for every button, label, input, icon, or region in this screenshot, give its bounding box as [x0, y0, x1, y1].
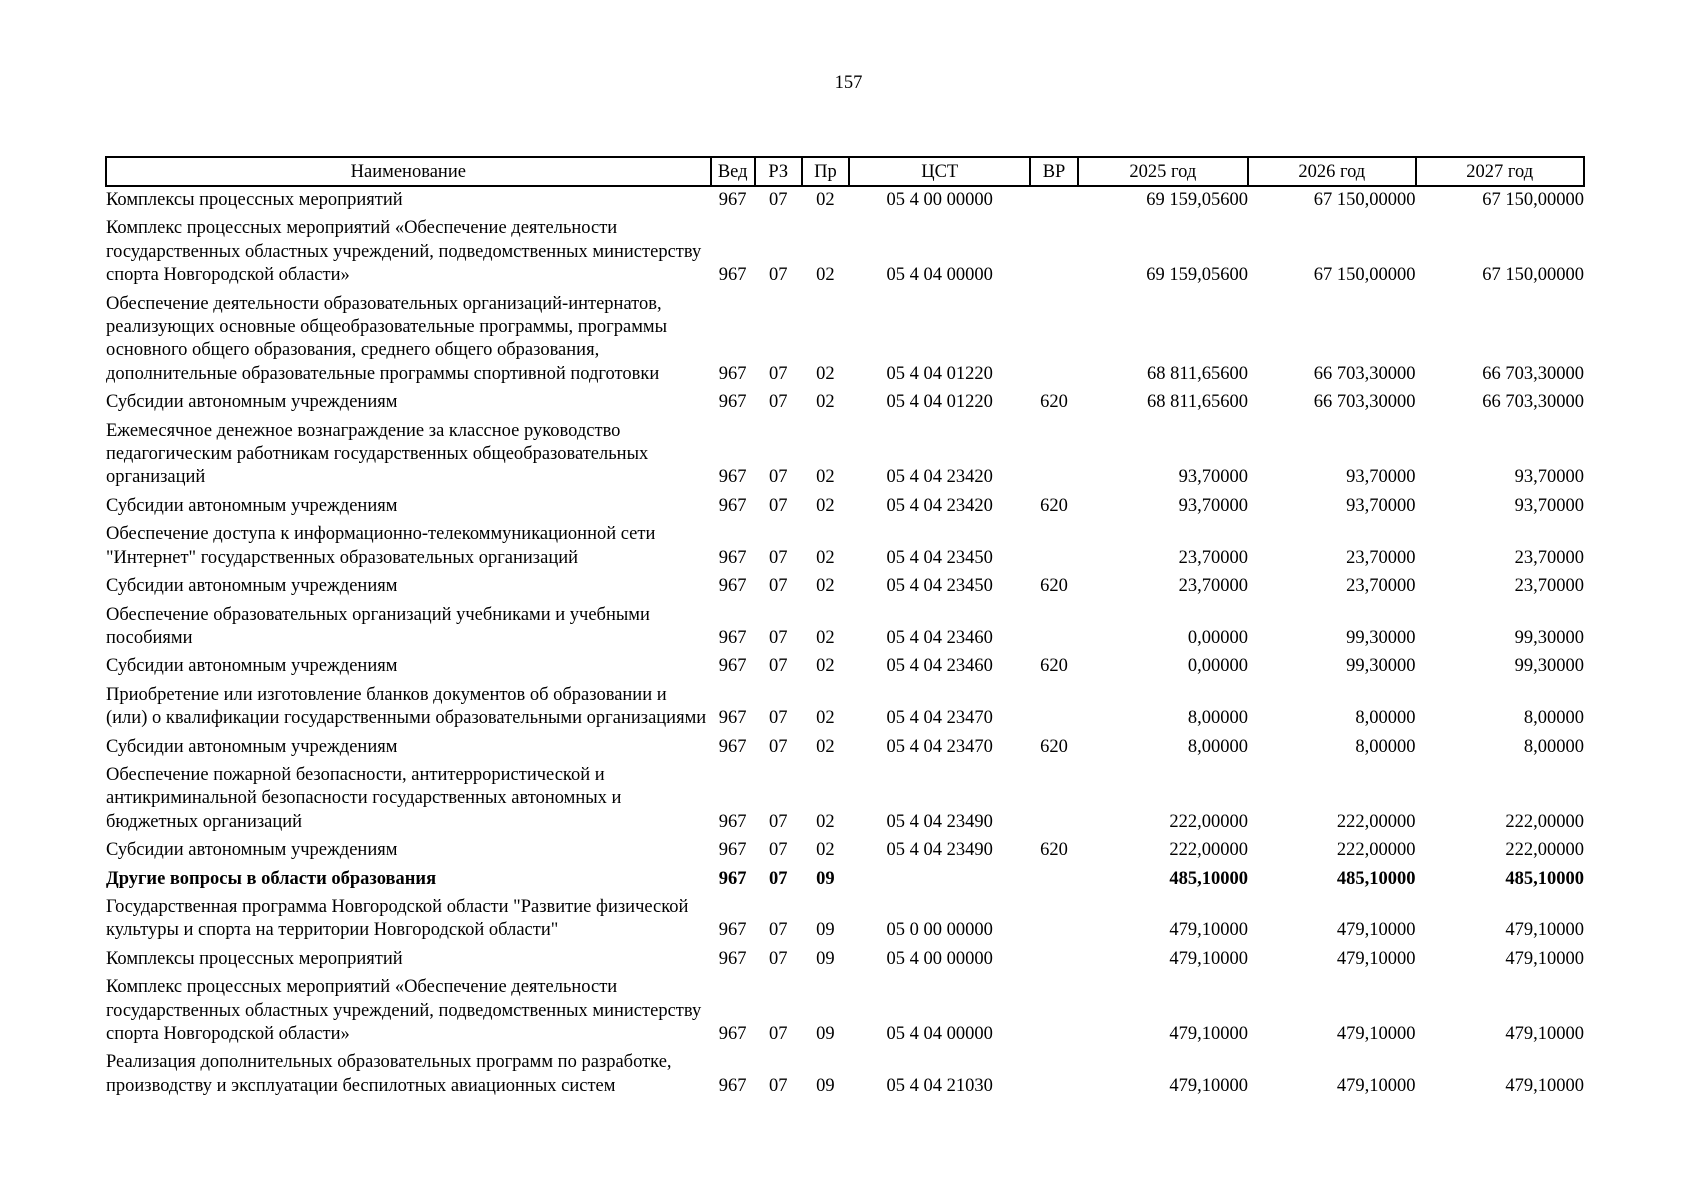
row-vr-cell: 620 — [1040, 840, 1068, 861]
row-2027-cell: 23,70000 — [1514, 576, 1584, 597]
table-row — [106, 684, 1584, 736]
row-2027-cell: 66 703,30000 — [1482, 392, 1584, 413]
row-2026-cell: 99,30000 — [1346, 656, 1416, 677]
row-pr-cell: 09 — [816, 1075, 835, 1096]
row-2025-cell: 23,70000 — [1178, 547, 1249, 568]
row-ved-cell: 967 — [718, 392, 747, 413]
row-vr-cell: 620 — [1040, 392, 1068, 413]
row-2026-cell: 99,30000 — [1346, 627, 1416, 648]
row-pr-cell: 02 — [816, 495, 835, 516]
row-name-cell: Обеспечение образовательных организаций учебниками и учебными пособиями — [106, 604, 650, 648]
row-rz-cell: 07 — [769, 1075, 788, 1096]
row-ved-cell: 967 — [718, 627, 747, 648]
row-name-cell: Обеспечение доступа к информационно-телекоммуникационной сети "Интернет" государственных образовательных организаций — [106, 524, 656, 568]
row-2027-cell: 222,00000 — [1505, 840, 1584, 861]
row-2027-cell: 23,70000 — [1514, 547, 1584, 568]
row-2025-cell: 0,00000 — [1187, 627, 1249, 648]
row-2026-cell: 479,10000 — [1336, 1075, 1416, 1096]
table-row — [106, 186, 1584, 217]
row-vr-cell: 620 — [1040, 656, 1068, 677]
row-pr-cell: 02 — [816, 363, 835, 384]
header-2027: 2027 год — [1416, 157, 1585, 186]
row-2026-cell: 8,00000 — [1355, 708, 1416, 729]
row-rz-cell: 07 — [769, 920, 788, 941]
row-cst-cell: 05 4 04 01220 — [886, 392, 993, 413]
table-row — [106, 575, 1584, 603]
row-pr-cell: 02 — [816, 708, 835, 729]
row-ved-cell: 967 — [718, 1075, 747, 1096]
row-rz-cell: 07 — [769, 736, 788, 757]
row-2026-cell: 479,10000 — [1336, 920, 1416, 941]
table-row — [106, 839, 1584, 867]
table-row — [106, 976, 1584, 1051]
table-row — [106, 655, 1584, 683]
table-row — [106, 420, 1584, 495]
row-cst-cell: 05 0 00 00000 — [886, 920, 993, 941]
row-cst-cell: 05 4 04 23470 — [886, 708, 993, 729]
row-rz-cell: 07 — [769, 1024, 788, 1044]
row-ved-cell: 967 — [718, 736, 747, 757]
row-cst-cell: 05 4 04 23460 — [886, 627, 993, 648]
row-cst-cell: 05 4 04 21030 — [886, 1075, 993, 1096]
row-vr-cell — [1030, 217, 1077, 292]
row-pr-cell: 09 — [816, 920, 835, 941]
table-row — [106, 896, 1584, 948]
row-vr-cell: 620 — [1040, 736, 1068, 757]
row-2025-cell: 222,00000 — [1169, 811, 1249, 832]
row-vr-cell — [1030, 948, 1077, 976]
row-rz-cell: 07 — [769, 811, 788, 832]
row-ved-cell: 967 — [718, 495, 747, 516]
row-rz-cell: 07 — [769, 868, 788, 889]
row-cst-cell: 05 4 04 23420 — [886, 495, 993, 516]
row-ved-cell: 967 — [718, 708, 747, 729]
row-pr-cell: 02 — [816, 265, 835, 286]
row-name-cell: Субсидии автономным учреждениям — [106, 495, 398, 516]
table-header — [106, 157, 1584, 186]
table-row — [106, 604, 1584, 656]
row-2027-cell: 8,00000 — [1523, 736, 1584, 757]
table-row — [106, 948, 1584, 976]
row-ved-cell: 967 — [718, 811, 747, 832]
budget-table — [105, 156, 1585, 1103]
row-name-cell: Субсидии автономным учреждениям — [106, 840, 398, 861]
header-row — [106, 157, 1584, 186]
row-pr-cell: 09 — [816, 1024, 835, 1044]
row-name-cell: Субсидии автономным учреждениям — [106, 576, 398, 597]
row-2027-cell: 479,10000 — [1505, 920, 1584, 941]
row-2025-cell: 8,00000 — [1187, 736, 1249, 757]
row-rz-cell: 07 — [769, 576, 788, 597]
row-2025-cell: 8,00000 — [1187, 708, 1249, 729]
row-2025-cell: 479,10000 — [1169, 920, 1249, 941]
row-2025-cell: 479,10000 — [1169, 1075, 1249, 1096]
table-row — [106, 523, 1584, 575]
row-2027-cell: 479,10000 — [1505, 1024, 1584, 1044]
row-2026-cell: 479,10000 — [1336, 1024, 1416, 1044]
row-pr-cell: 02 — [816, 190, 835, 210]
row-vr-cell: 620 — [1040, 576, 1068, 597]
row-name-cell: Ежемесячное денежное вознаграждение за классное руководство педагогическим работникам государственных общеобразовательных организаций — [106, 420, 649, 488]
row-2025-cell: 0,00000 — [1187, 656, 1249, 677]
table-body — [106, 186, 1584, 1103]
row-rz-cell: 07 — [769, 708, 788, 729]
row-2026-cell: 67 150,00000 — [1313, 190, 1416, 210]
table-row — [106, 736, 1584, 764]
row-2026-cell: 8,00000 — [1355, 736, 1416, 757]
row-rz-cell: 07 — [769, 265, 788, 286]
row-pr-cell: 02 — [816, 392, 835, 413]
row-cst-cell: 05 4 04 23490 — [886, 811, 993, 832]
row-vr-cell — [1030, 684, 1077, 736]
row-2026-cell: 23,70000 — [1346, 576, 1416, 597]
row-rz-cell: 07 — [769, 392, 788, 413]
row-pr-cell: 02 — [816, 736, 835, 757]
table-row — [106, 764, 1584, 839]
row-cst-cell: 05 4 00 00000 — [886, 190, 993, 210]
row-pr-cell: 02 — [816, 840, 835, 861]
row-rz-cell: 07 — [769, 627, 788, 648]
header-ved: Вед — [711, 157, 755, 186]
row-name-cell: Комплексы процессных мероприятий — [106, 190, 403, 210]
row-2026-cell: 479,10000 — [1336, 948, 1416, 969]
row-cst-cell: 05 4 04 00000 — [886, 1024, 993, 1044]
table-row — [106, 391, 1584, 419]
row-2026-cell: 93,70000 — [1346, 495, 1416, 516]
row-pr-cell: 02 — [816, 547, 835, 568]
row-2025-cell: 69 159,05600 — [1146, 190, 1249, 210]
row-2027-cell: 99,30000 — [1514, 627, 1584, 648]
row-vr-cell — [1030, 186, 1077, 217]
row-name-cell: Приобретение или изготовление бланков документов об образовании и (или) о квалификации государственными образовательными организациями — [106, 684, 707, 729]
row-pr-cell: 09 — [816, 948, 835, 969]
row-2027-cell: 66 703,30000 — [1482, 363, 1584, 384]
row-cst-cell: 05 4 04 23470 — [886, 736, 993, 757]
row-vr-cell — [1030, 868, 1077, 896]
row-2025-cell: 69 159,05600 — [1146, 265, 1249, 286]
row-ved-cell: 967 — [718, 840, 747, 861]
row-2027-cell: 93,70000 — [1514, 495, 1584, 516]
row-2027-cell: 485,10000 — [1505, 868, 1584, 889]
row-2027-cell: 93,70000 — [1514, 467, 1584, 488]
row-2025-cell: 479,10000 — [1169, 948, 1249, 969]
header-name: Наименование — [106, 157, 711, 186]
row-name-cell: Государственная программа Новгородской области "Развитие физической культуры и спорта на территории Новгородской области" — [106, 896, 689, 941]
row-ved-cell: 967 — [718, 190, 747, 210]
row-name-cell: Обеспечение пожарной безопасности, антитеррористической и антикриминальной безопасности государственных автономных и бюджетных организаций — [106, 764, 622, 832]
row-name-cell: Комплекс процессных мероприятий «Обеспечение деятельности государственных областных учреждений, подведомственных министерству спорта Новгородской области» — [106, 977, 702, 1044]
row-rz-cell: 07 — [769, 467, 788, 488]
row-name-cell: Комплекс процессных мероприятий «Обеспечение деятельности государственных областных учреждений, подведомственных министерству спорта Новгородской области» — [106, 218, 702, 286]
header-cst: ЦСТ — [849, 157, 1030, 186]
row-name-cell: Субсидии автономным учреждениям — [106, 736, 398, 757]
row-2025-cell: 485,10000 — [1169, 868, 1249, 889]
row-ved-cell: 967 — [718, 576, 747, 597]
row-name-cell: Другие вопросы в области образования — [106, 868, 437, 889]
row-rz-cell: 07 — [769, 495, 788, 516]
table-row — [106, 495, 1584, 523]
row-cst-cell: 05 4 04 23450 — [886, 547, 993, 568]
row-2026-cell: 66 703,30000 — [1313, 392, 1416, 413]
row-vr-cell — [1030, 764, 1077, 839]
row-rz-cell: 07 — [769, 363, 788, 384]
row-2026-cell: 222,00000 — [1336, 840, 1416, 861]
row-name-cell: Субсидии автономным учреждениям — [106, 656, 398, 677]
row-2025-cell: 68 811,65600 — [1146, 392, 1249, 413]
row-vr-cell — [1030, 604, 1077, 656]
table-row — [106, 868, 1584, 896]
row-ved-cell: 967 — [718, 547, 747, 568]
row-2025-cell: 93,70000 — [1178, 467, 1249, 488]
row-cst-cell: 05 4 04 23460 — [886, 656, 993, 677]
row-ved-cell: 967 — [718, 920, 747, 941]
row-ved-cell: 967 — [718, 1024, 747, 1044]
row-pr-cell: 02 — [816, 627, 835, 648]
row-2025-cell: 23,70000 — [1178, 576, 1249, 597]
header-2025: 2025 год — [1078, 157, 1248, 186]
row-2027-cell: 479,10000 — [1505, 948, 1584, 969]
row-2026-cell: 93,70000 — [1346, 467, 1416, 488]
row-name-cell: Комплексы процессных мероприятий — [106, 948, 403, 969]
row-2027-cell: 67 150,00000 — [1482, 190, 1584, 210]
row-vr-cell — [1030, 523, 1077, 575]
row-pr-cell: 09 — [816, 868, 835, 889]
row-cst-cell: 05 4 04 23450 — [886, 576, 993, 597]
row-2027-cell: 8,00000 — [1523, 708, 1584, 729]
row-vr-cell — [1030, 1051, 1077, 1103]
row-pr-cell: 02 — [816, 467, 835, 488]
row-rz-cell: 07 — [769, 840, 788, 861]
row-pr-cell: 02 — [816, 811, 835, 832]
row-cst-cell: 05 4 04 23490 — [886, 840, 993, 861]
row-2025-cell: 68 811,65600 — [1146, 363, 1249, 384]
row-2025-cell: 93,70000 — [1178, 495, 1249, 516]
row-2026-cell: 23,70000 — [1346, 547, 1416, 568]
row-2027-cell: 479,10000 — [1505, 1075, 1584, 1096]
row-vr-cell: 620 — [1040, 495, 1068, 516]
row-rz-cell: 07 — [769, 656, 788, 677]
table-row — [106, 1051, 1584, 1103]
row-cst-cell: 05 4 04 01220 — [886, 363, 993, 384]
row-2026-cell: 66 703,30000 — [1313, 363, 1416, 384]
row-pr-cell: 02 — [816, 576, 835, 597]
row-ved-cell: 967 — [718, 265, 747, 286]
row-2027-cell: 222,00000 — [1505, 811, 1584, 832]
table-row — [106, 217, 1584, 292]
row-2027-cell: 67 150,00000 — [1482, 265, 1584, 286]
row-vr-cell — [1030, 896, 1077, 948]
row-cst-cell: 05 4 04 23420 — [886, 467, 993, 488]
page-number: 157 — [834, 73, 863, 93]
row-rz-cell: 07 — [769, 948, 788, 969]
row-name-cell: Обеспечение деятельности образовательных организаций-интернатов, реализующих основные общеобразовательные программы, программы основного общего образования, среднего общего образования, дополнительные образовательные программы спортивной подготовки — [106, 293, 668, 384]
row-ved-cell: 967 — [718, 656, 747, 677]
row-cst-cell: 05 4 00 00000 — [886, 948, 993, 969]
row-rz-cell: 07 — [769, 547, 788, 568]
row-ved-cell: 967 — [718, 948, 747, 969]
row-ved-cell: 967 — [718, 868, 747, 889]
row-2026-cell: 222,00000 — [1336, 811, 1416, 832]
table-row — [106, 293, 1584, 392]
row-2026-cell: 485,10000 — [1336, 868, 1416, 889]
row-2026-cell: 67 150,00000 — [1313, 265, 1416, 286]
row-cst-cell: 05 4 04 00000 — [886, 265, 993, 286]
row-ved-cell: 967 — [718, 363, 747, 384]
row-ved-cell: 967 — [718, 467, 747, 488]
row-pr-cell: 02 — [816, 656, 835, 677]
row-vr-cell — [1030, 420, 1077, 495]
header-2026: 2026 год — [1248, 157, 1415, 186]
header-vr: ВР — [1030, 157, 1077, 186]
row-name-cell: Реализация дополнительных образовательных программ по разработке, производству и эксплуатации беспилотных авиационных систем — [106, 1052, 672, 1096]
row-2025-cell: 479,10000 — [1169, 1024, 1249, 1044]
row-2027-cell: 99,30000 — [1514, 656, 1584, 677]
row-cst-cell — [849, 868, 1030, 896]
row-vr-cell — [1030, 976, 1077, 1051]
row-2025-cell: 222,00000 — [1169, 840, 1249, 861]
row-name-cell: Субсидии автономным учреждениям — [106, 392, 398, 413]
row-vr-cell — [1030, 293, 1077, 392]
row-rz-cell: 07 — [769, 190, 788, 210]
header-pr: Пр — [802, 157, 849, 186]
header-rz: РЗ — [755, 157, 802, 186]
